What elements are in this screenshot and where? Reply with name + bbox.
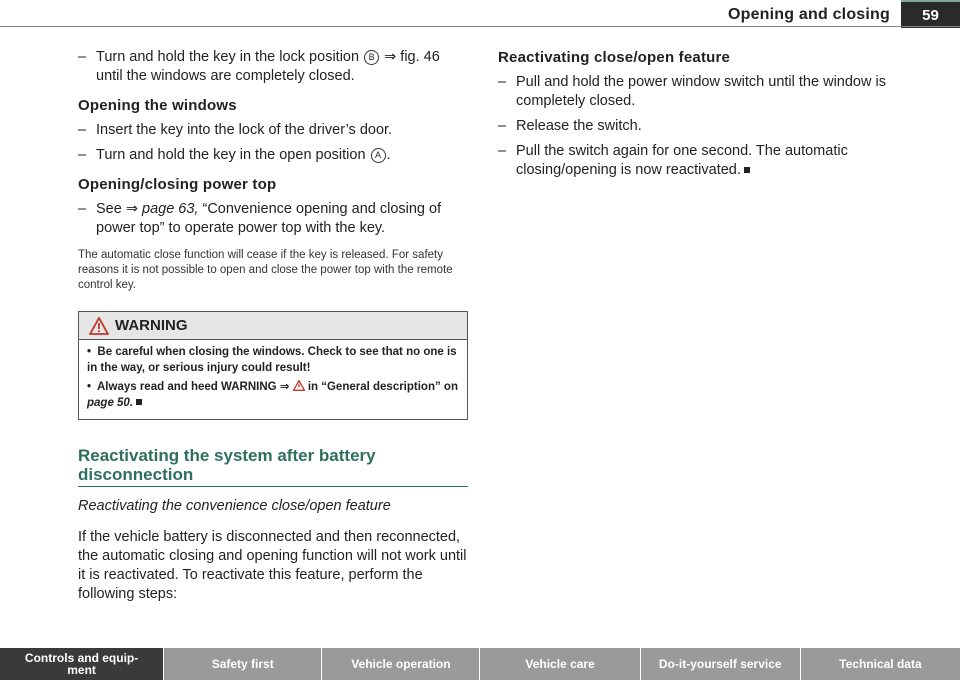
position-a-icon: A xyxy=(371,148,386,163)
warning-item: • Always read and heed WARNING ⇒ in “General description” on page 50. xyxy=(87,381,458,409)
list-item: – Turn and hold the key in the open position A . xyxy=(78,147,391,163)
list-item: – Pull the switch again for one second. The automatic closing/opening is now reactivated. xyxy=(498,143,848,178)
body-paragraph: If the vehicle battery is disconnected and then reconnected, the automatic closing and opening function will not work until it is reactivated. To reactivate this feature, perform the following steps: xyxy=(78,529,467,602)
footer-tab-vehicle-operation[interactable]: Vehicle operation xyxy=(322,648,480,680)
heading-reactivating: Reactivating close/open feature xyxy=(498,49,731,66)
right-column xyxy=(498,48,888,186)
position-b-icon: B xyxy=(364,50,379,65)
warning-body xyxy=(79,340,467,419)
footer-tab-technical-data[interactable]: Technical data xyxy=(801,648,960,680)
header-rule xyxy=(0,26,960,27)
list-item: – Release the switch. xyxy=(498,118,642,134)
heading-power-top: Opening/closing power top xyxy=(78,176,277,193)
end-mark-icon xyxy=(744,167,750,173)
page-reference-link[interactable]: page 63, xyxy=(142,201,199,217)
warning-box xyxy=(78,311,468,420)
footer-tab-controls[interactable]: Controls and equip- ment xyxy=(0,648,164,680)
list-item: – See ⇒ page 63, “Convenience opening and closing of power top” to operate power top with the key. xyxy=(78,201,442,236)
list-item: – Pull and hold the power window switch until the window is completely closed. xyxy=(498,74,886,109)
section-title: Reactivating the system after battery disconnection xyxy=(78,446,468,487)
warning-title: WARNING xyxy=(115,317,188,334)
page-reference-link[interactable]: page 50. xyxy=(87,397,134,409)
chapter-footer-nav xyxy=(0,648,960,680)
warning-item: • Be careful when closing the windows. Check to see that no one is in the way, or serious injury could result! xyxy=(87,346,457,374)
end-mark-icon xyxy=(136,399,142,405)
page-number: 59 xyxy=(901,0,960,28)
footer-tab-vehicle-care[interactable]: Vehicle care xyxy=(480,648,640,680)
heading-opening-windows: Opening the windows xyxy=(78,97,237,114)
note-text: The automatic close function will cease if the key is released. For safety reasons it is not possible to open and close the power top with the remote control key. xyxy=(78,249,453,291)
running-header-title: Opening and closing xyxy=(727,6,890,23)
list-item: – Insert the key into the lock of the driver’s door. xyxy=(78,122,393,138)
section-subtitle: Reactivating the convenience close/open feature xyxy=(78,498,391,514)
warning-triangle-icon xyxy=(89,317,109,335)
warning-header xyxy=(79,312,467,340)
left-column xyxy=(78,48,470,604)
list-item: – Turn and hold the key in the lock position B ⇒ fig. 46 until the windows are completely closed. xyxy=(78,49,440,84)
warning-small-icon xyxy=(293,380,305,391)
footer-tab-diy-service[interactable]: Do-it-yourself service xyxy=(641,648,801,680)
footer-tab-safety[interactable]: Safety first xyxy=(164,648,322,680)
